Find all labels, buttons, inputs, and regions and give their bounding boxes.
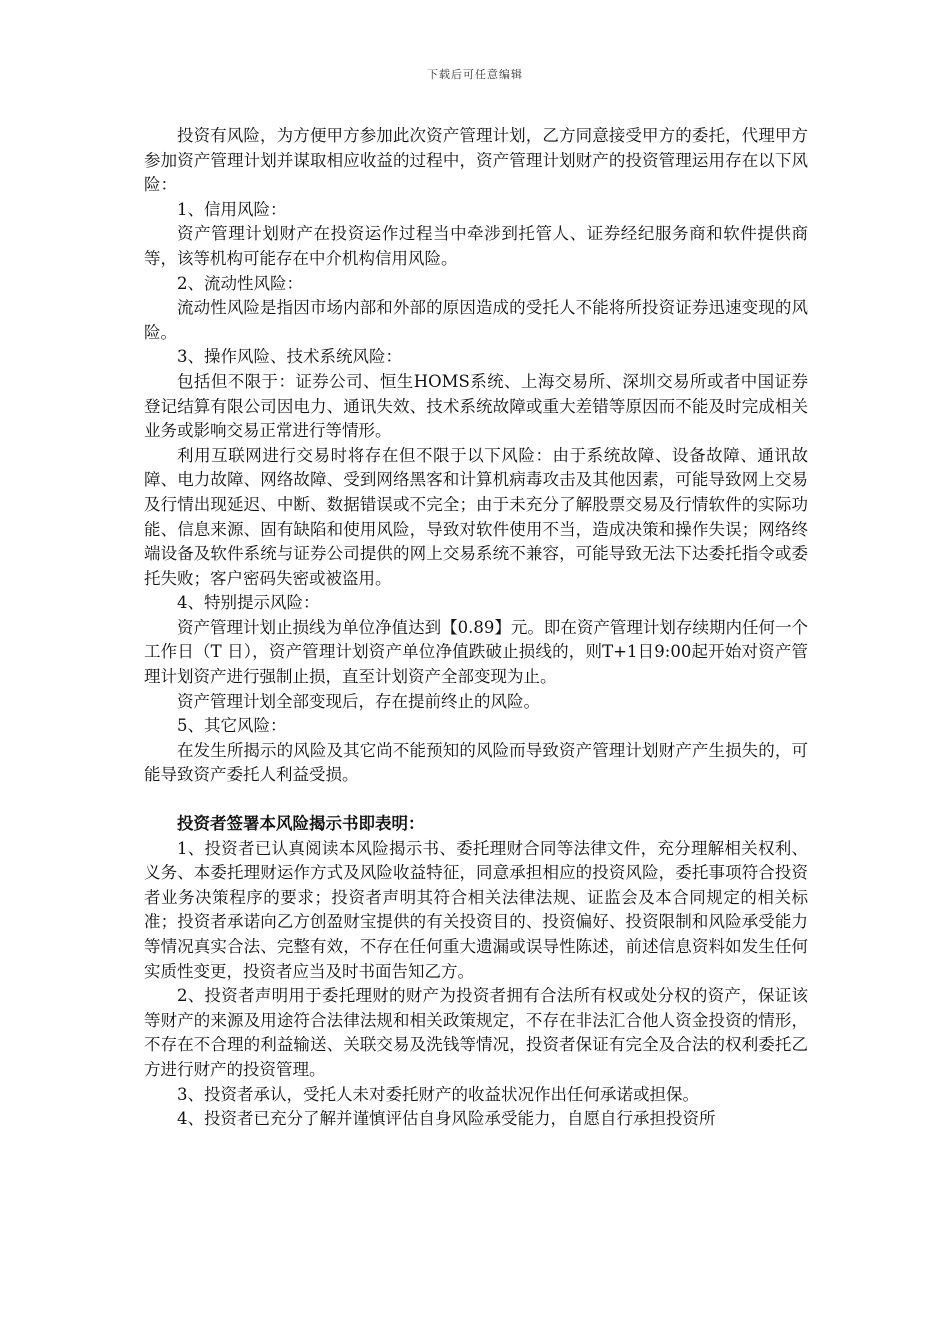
internet-trading-risk-text: 利用互联网进行交易时将存在但不限于以下风险：由于系统故障、设备故障、通讯故障、电力故障、网络故障、受到网络黑客和计算机病毒攻击及其他因素，可能导致网上交易及行情出现延迟、中断、数据错误或不完全；由于未充分了解股票交易及行情软件的实际功能、信息来源、固有缺陷和使用风险，导致对软件使用不当，造成决策和操作失误；网络终端设备及软件系统与证券公司提供的网上交易系统不兼容，可能导致无法下达委托指令或委托失败；客户密码失密或被盗用。 [144,445,808,588]
liquidity-risk-text: 流动性风险是指因市场内部和外部的原因造成的受托人不能将所投资证券迅速变现的风险。 [144,298,808,342]
page-header: 下载后可任意编辑 [427,68,523,81]
other-risk-text: 在发生所揭示的风险及其它尚不能预知的风险而导致资产管理计划财产产生损失的，可能导致资产委托人利益受损。 [144,740,808,785]
credit-risk-heading: 1、信用风险： [177,199,287,219]
document-body [144,124,808,1132]
operational-risk-text: 包括但不限于：证券公司、恒生HOMS系统、上海交易所、深圳交易所或者中国证券登记结算有限公司因电力、通讯失效、技术系统故障或重大差错等原因而不能及时完成相关业务或影响交易正常进行等情形。 [144,371,808,441]
special-risk-heading: 4、特别提示风险： [177,593,320,613]
section-spacer [144,788,808,812]
credit-risk-text: 资产管理计划财产在投资运作过程当中牵涉到托管人、证券经纪服务商和软件提供商等，该等机构可能存在中介机构信用风险。 [144,224,808,268]
operational-risk-heading: 3、操作风险、技术系统风险： [177,347,402,367]
statement-2: 2、投资者声明用于委托理财的财产为投资者拥有合法所有权或处分权的资产，保证该等财产的来源及用途符合法律法规和相关政策规定，不存在非法汇合他人资金投资的情形，不存在不合理的利益输送、关联交易及洗钱等情况，投资者保证有完全及合法的权利委托乙方进行财产的投资管理。 [144,986,808,1079]
liquidity-risk-heading: 2、流动性风险： [177,273,303,293]
statement-3: 3、投资者承认，受托人未对委托财产的收益状况作出任何承诺或担保。 [177,1084,699,1104]
statement-4: 4、投资者已充分了解并谨慎评估自身风险承受能力，自愿自行承担投资所 [177,1109,716,1129]
early-termination-text: 资产管理计划全部变现后，存在提前终止的风险。 [177,691,540,711]
stop-loss-text: 资产管理计划止损线为单位净值达到【0.89】元。即在资产管理计划存续期内任何一个工作日（T 日），资产管理计划资产单位净值跌破止损线的，则T+1日9:00起开始对资产管理计划资产进行强制止损，直至计划资产全部变现为止。 [144,617,808,687]
other-risk-heading: 5、其它风险： [177,716,287,736]
section-title: 投资者签署本风险揭示书即表明： [177,814,425,834]
intro-paragraph: 投资有风险，为方便甲方参加此次资产管理计划，乙方同意接受甲方的委托，代理甲方参加资产管理计划并谋取相应收益的过程中，资产管理计划财产的投资管理运用存在以下风险： [144,126,808,195]
statement-1: 1、投资者已认真阅读本风险揭示书、委托理财合同等法律文件，充分理解相关权利、义务、本委托理财运作方式及风险收益特征，同意承担相应的投资风险，委托事项符合投资者业务决策程序的要求；投资者声明其符合相关法律法规、证监会及本合同规定的相关标准；投资者承诺向乙方创盈财宝提供的有关投资目的、投资偏好、投资限制和风险承受能力等情况真实合法、完整有效，不存在任何重大遗漏或误导性陈述，前述信息资料如发生任何实质性变更，投资者应当及时书面告知乙方。 [144,838,808,981]
